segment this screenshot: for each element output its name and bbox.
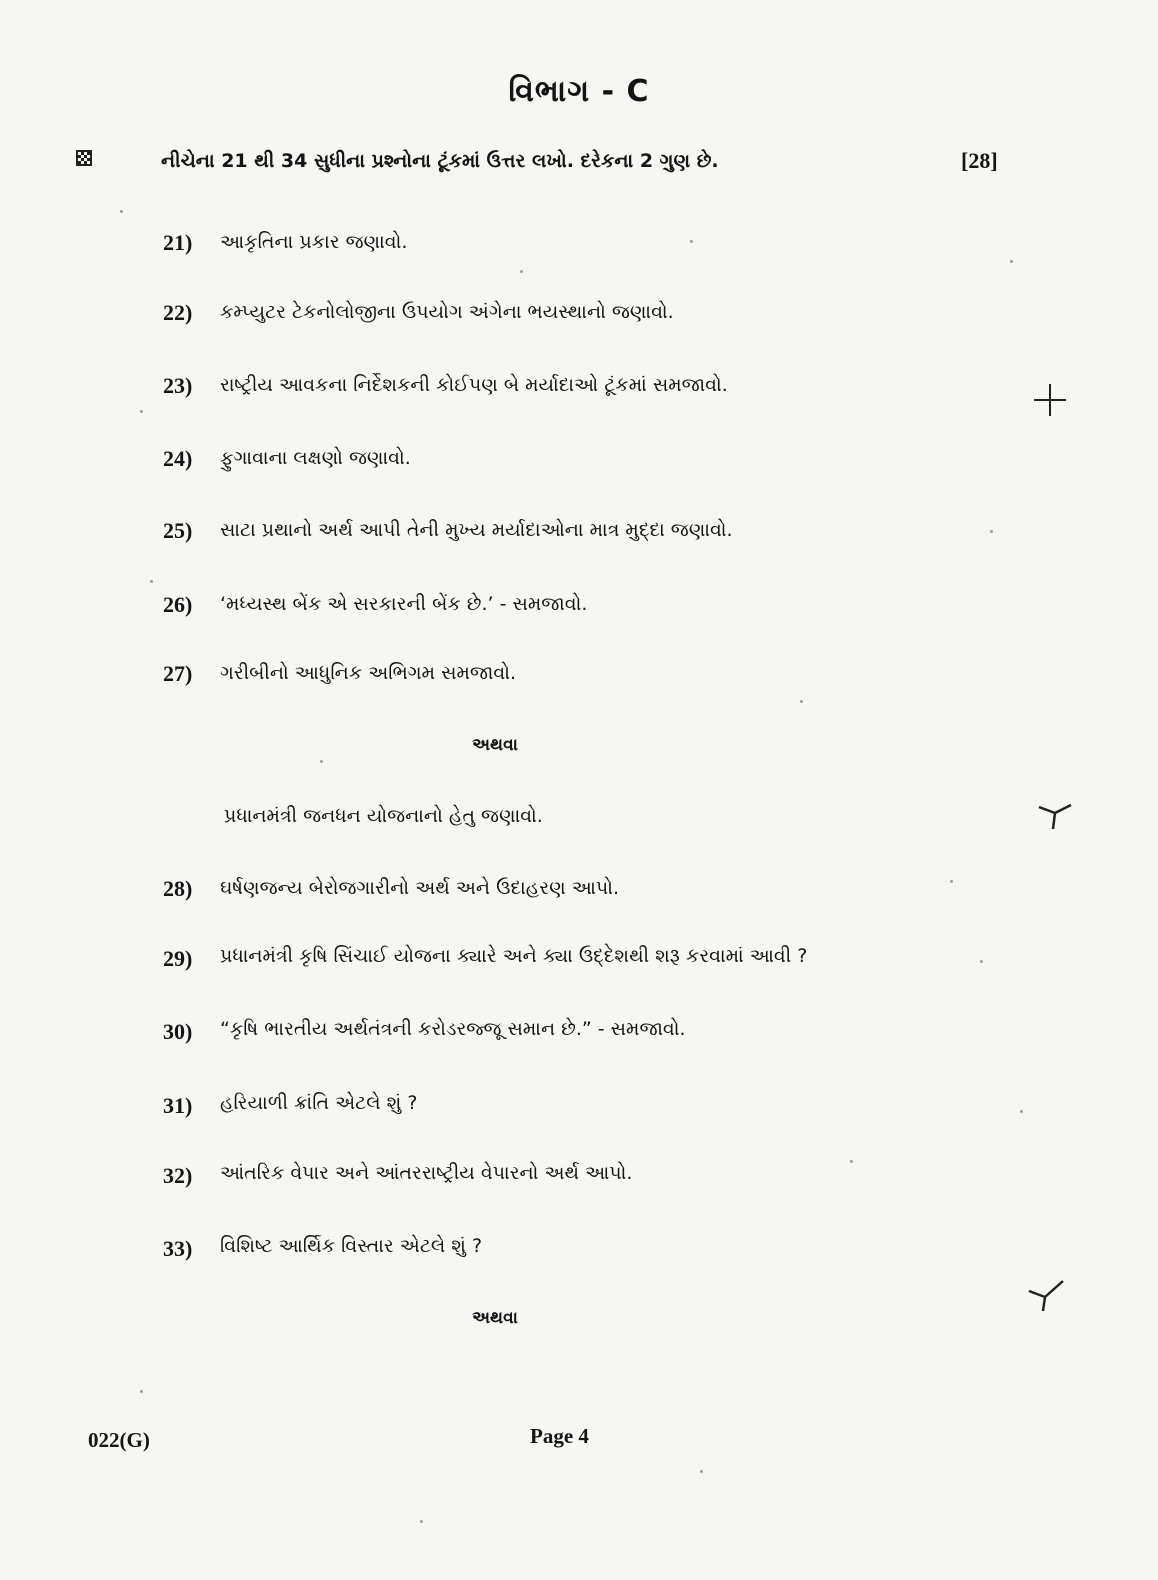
question-number: 30) — [163, 1019, 193, 1044]
scan-tick-mark-icon — [1035, 795, 1075, 835]
question-number: 24) — [163, 446, 193, 471]
scan-speck — [800, 700, 803, 703]
question-text: પ્રધાનમંત્રી કૃષિ સિંચાઈ યોજના ક્યારે અને ક્યા ઉદ્દેશથી શરૂ કરવામાં આવી ? — [220, 945, 808, 967]
question-text: વિશિષ્ટ આર્થિક વિસ્તાર એટલે શું ? — [220, 1235, 483, 1257]
question-number: 31) — [163, 1093, 193, 1118]
question-text: આંતરિક વેપાર અને આંતરરાષ્ટ્રીય વેપારનો અર્થ આપો. — [220, 1162, 633, 1184]
alternative-question-text: પ્રધાનમંત્રી જનધન યોજનાનો હેતુ જણાવો. — [224, 805, 543, 827]
question-number: 29) — [163, 946, 193, 971]
question-number: 21) — [163, 230, 193, 255]
qr-code-icon — [76, 150, 92, 166]
question-text: હરિયાળી ક્રાંતિ એટલે શું ? — [220, 1092, 418, 1114]
question-number: 28) — [163, 876, 193, 901]
scan-speck — [1020, 1110, 1023, 1113]
paper-code: 022(G) — [88, 1428, 150, 1452]
question-text: ‘મધ્યસ્થ બેંક એ સરકારની બેંક છે.’ - સમજાવો. — [220, 593, 588, 615]
page-number: Page 4 — [530, 1424, 589, 1448]
scan-speck — [120, 210, 123, 213]
question-number: 33) — [163, 1236, 193, 1261]
scan-speck — [520, 270, 523, 273]
question-text: કમ્પ્યુટર ટેકનોલોજીના ઉપયોગ અંગેના ભયસ્થાનો જણાવો. — [220, 301, 674, 323]
total-marks: [28] — [961, 148, 998, 173]
scan-tick-mark-icon — [1025, 1275, 1065, 1315]
question-text: ગરીબીનો આધુનિક અભિગમ સમજાવો. — [220, 662, 517, 684]
question-text: સાટા પ્રથાનો અર્થ આપી તેની મુખ્ય મર્યાદાઓના માત્ર મુદ્દા જણાવો. — [220, 519, 733, 541]
question-number: 23) — [163, 373, 193, 398]
scan-speck — [990, 530, 993, 533]
scan-speck — [140, 1390, 143, 1393]
or-label: અથવા — [472, 1308, 518, 1328]
question-number: 25) — [163, 518, 193, 543]
scan-speck — [700, 1470, 703, 1473]
scan-speck — [140, 410, 143, 413]
section-instruction: નીચેના 21 થી 34 સુધીના પ્રશ્નોના ટૂંકમાં ઉત્તર લખો. દરેકના 2 ગુણ છે. — [161, 150, 719, 172]
scan-speck — [420, 1520, 423, 1523]
question-number: 26) — [163, 592, 193, 617]
scan-speck — [1010, 260, 1013, 263]
scan-speck — [850, 1160, 853, 1163]
question-text: રાષ્ટ્રીય આવકના નિર્દેશકની કોઈપણ બે મર્યાદાઓ ટૂંકમાં સમજાવો. — [220, 374, 728, 396]
or-label: અથવા — [472, 735, 518, 755]
question-number: 27) — [163, 661, 193, 686]
question-text: ઘર્ષણજન્ય બેરોજગારીનો અર્થ અને ઉદાહરણ આપો. — [220, 877, 619, 899]
question-number: 32) — [163, 1163, 193, 1188]
scan-cross-mark-icon — [1030, 380, 1070, 420]
scan-speck — [320, 760, 323, 763]
section-title: વિભાગ - C — [508, 74, 650, 109]
scan-speck — [690, 240, 693, 243]
question-text: ફુગાવાના લક્ષણો જણાવો. — [220, 447, 411, 469]
question-text: “કૃષિ ભારતીય અર્થતંત્રની કરોડરજ્જૂ સમાન છે.” - સમજાવો. — [220, 1018, 686, 1040]
question-text: આકૃતિના પ્રકાર જણાવો. — [220, 231, 408, 253]
scan-speck — [950, 880, 953, 883]
question-number: 22) — [163, 300, 193, 325]
scan-speck — [150, 580, 153, 583]
scan-speck — [980, 960, 983, 963]
